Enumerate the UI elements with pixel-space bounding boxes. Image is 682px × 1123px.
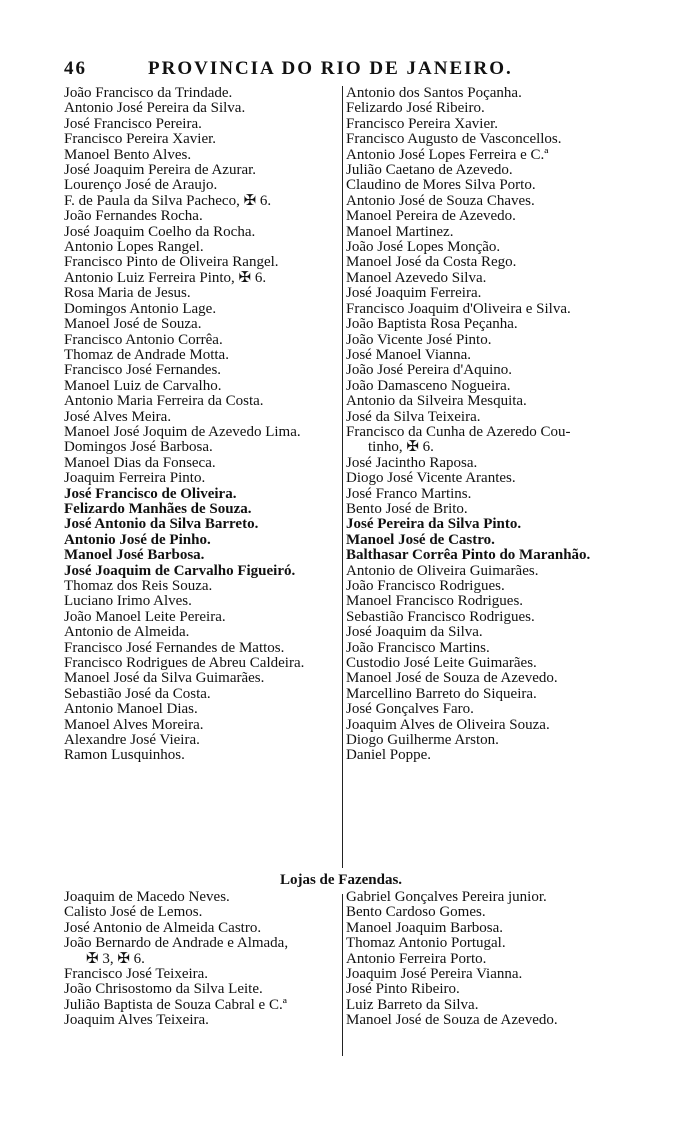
list-item: Julião Baptista de Souza Cabral e C.ª [64, 996, 287, 1013]
list-item: Antonio Manoel Dias. [64, 701, 198, 718]
list-item: Francisco Joaquim d'Oliveira e Silva. [346, 300, 571, 317]
list-item: Joaquim Alves de Oliveira Souza. [346, 716, 550, 733]
left-column-list [64, 86, 342, 764]
list-item: Joaquim Ferreira Pinto. [64, 470, 206, 487]
list-item: Domingos Antonio Lage. [64, 300, 217, 317]
list-item: Antonio dos Santos Poçanha. [346, 85, 522, 101]
list-item: Antonio José de Pinho. [64, 531, 211, 548]
list-item: Francisco José Fernandes. [64, 362, 222, 379]
list-item: Daniel Poppe. [346, 747, 431, 764]
list-item: Manoel José Joquim de Azevedo Lima. [64, 423, 301, 440]
list-item: Francisco Rodrigues de Abreu Caldeira. [64, 655, 305, 672]
list-item: João Chrisostomo da Silva Leite. [64, 981, 263, 998]
list-item: Thomaz Antonio Portugal. [346, 935, 506, 952]
list-item: Manoel José da Silva Guimarães. [64, 670, 265, 687]
list-item: Manoel José de Souza de Azevedo. [346, 670, 558, 687]
list-item: Francisco Pereira Xavier. [346, 115, 499, 132]
list-item: Manoel Martinez. [346, 223, 454, 240]
list-item: Antonio Lopes Rangel. [64, 239, 204, 256]
list-item: Domingos José Barbosa. [64, 439, 213, 456]
list-item: Lourenço José de Araujo. [64, 177, 218, 194]
list-item: Diogo Guilherme Arston. [346, 732, 499, 749]
list-item: José Franco Martins. [346, 485, 472, 502]
list-item: Francisco Pinto de Oliveira Rangel. [64, 254, 279, 271]
page-header [64, 58, 624, 84]
column-divider-lojas [342, 894, 343, 1056]
list-item: Antonio José Lopes Ferreira e C.ª [346, 146, 549, 163]
list-item: Balthasar Corrêa Pinto do Maranhão. [346, 547, 591, 564]
list-item: José Gonçalves Faro. [346, 701, 474, 718]
list-item: Francisco Pereira Xavier. [64, 131, 217, 148]
list-item: Sebastião José da Costa. [64, 685, 211, 702]
list-item: Gabriel Gonçalves Pereira junior. [346, 889, 547, 905]
list-item: Manoel José da Costa Rego. [346, 254, 517, 271]
list-item: Claudino de Mores Silva Porto. [346, 177, 536, 194]
list-item: ✠ 3, ✠ 6. [86, 950, 145, 967]
list-item: Manoel José de Castro. [346, 531, 495, 548]
list-item: João Francisco da Trindade. [64, 85, 233, 101]
list-item: Luiz Barreto da Silva. [346, 996, 479, 1013]
list-item: João José Lopes Monção. [346, 239, 501, 256]
page-title: PROVINCIA DO RIO DE JANEIRO. [148, 58, 513, 79]
list-item: Thomaz dos Reis Souza. [64, 578, 213, 594]
list-item: Manoel José de Souza de Azevedo. [346, 1012, 558, 1029]
list-item: José Francisco de Oliveira. [64, 485, 237, 502]
list-item: Manoel Alves Moreira. [64, 716, 204, 733]
list-item: Antonio José de Souza Chaves. [346, 192, 535, 209]
list-item: João Francisco Rodrigues. [346, 578, 505, 594]
list-item: Manoel Dias da Fonseca. [64, 454, 216, 471]
list-item: João Francisco Martins. [346, 639, 490, 656]
list-item: Thomaz de Andrade Motta. [64, 346, 229, 363]
list-item: Antonio de Oliveira Guimarães. [346, 562, 539, 579]
list-item: José Joaquim Coelho da Rocha. [64, 223, 256, 240]
list-item: Antonio da Silveira Mesquita. [346, 393, 527, 410]
list-item: José Pereira da Silva Pinto. [346, 516, 522, 533]
list-item: Ramon Lusquinhos. [64, 747, 185, 764]
list-item: José Joaquim da Silva. [346, 624, 483, 641]
list-item: Julião Caetano de Azevedo. [346, 162, 513, 179]
list-item: Antonio Ferreira Porto. [346, 950, 487, 967]
list-item: José Alves Meira. [64, 408, 172, 425]
list-item: Manoel Azevedo Silva. [346, 269, 487, 286]
list-item: Manoel Joaquim Barbosa. [346, 919, 504, 936]
list-item: Bento José de Brito. [346, 500, 468, 517]
list-item: Francisco José Fernandes de Mattos. [64, 639, 285, 656]
list-item: João José Pereira d'Aquino. [346, 362, 513, 379]
list-item: José Pinto Ribeiro. [346, 981, 460, 998]
section-heading-lojas-de-fazendas: Lojas de Fazendas. [279, 872, 403, 888]
list-item: Joaquim José Pereira Vianna. [346, 966, 523, 983]
list-item: Felizardo Manhães de Souza. [64, 500, 252, 517]
list-item: Calisto José de Lemos. [64, 904, 203, 921]
list-item: João Baptista Rosa Peçanha. [346, 316, 518, 333]
list-item: João Vicente José Pinto. [346, 331, 492, 348]
list-item: Felizardo José Ribeiro. [346, 100, 485, 117]
list-item: Rosa Maria de Jesus. [64, 285, 191, 302]
list-item: Sebastião Francisco Rodrigues. [346, 608, 535, 625]
list-item: João Damasceno Nogueira. [346, 377, 511, 394]
list-item: tinho, ✠ 6. [368, 439, 434, 456]
list-item: Manoel José Barbosa. [64, 547, 205, 564]
list-item: Joaquim Alves Teixeira. [64, 1012, 209, 1029]
list-item: Diogo José Vicente Arantes. [346, 470, 516, 487]
list-item: João Manoel Leite Pereira. [64, 608, 226, 625]
list-item: Bento Cardoso Gomes. [346, 904, 486, 921]
right-column-list [346, 86, 672, 764]
list-item: José da Silva Teixeira. [346, 408, 481, 425]
list-item: Manoel Francisco Rodrigues. [346, 593, 524, 610]
list-item: Antonio Maria Ferreira da Costa. [64, 393, 264, 410]
list-item: Francisco Augusto de Vasconcellos. [346, 131, 562, 148]
list-item: Antonio Luiz Ferreira Pinto, ✠ 6. [64, 269, 267, 286]
list-item: José Joaquim de Carvalho Figueiró. [64, 562, 296, 579]
lojas-left-column-list [64, 890, 342, 1029]
list-item: F. de Paula da Silva Pacheco, ✠ 6. [64, 192, 272, 209]
list-item: Joaquim de Macedo Neves. [64, 889, 230, 905]
list-item: João Bernardo de Andrade e Almada, [64, 935, 289, 952]
list-item: José Francisco Pereira. [64, 115, 202, 132]
list-item: Marcellino Barreto do Siqueira. [346, 685, 537, 702]
list-item: José Antonio da Silva Barreto. [64, 516, 259, 533]
list-item: Antonio José Pereira da Silva. [64, 100, 246, 117]
column-divider [342, 86, 343, 868]
list-item: Francisco da Cunha de Azeredo Cou- [346, 423, 571, 440]
list-item: José Joaquim Pereira de Azurar. [64, 162, 257, 179]
list-item: Antonio de Almeida. [64, 624, 190, 641]
list-item: Manoel José de Souza. [64, 316, 202, 333]
list-item: Manoel Bento Alves. [64, 146, 192, 163]
list-item: José Antonio de Almeida Castro. [64, 919, 262, 936]
list-item: Manoel Luiz de Carvalho. [64, 377, 222, 394]
list-item: Francisco José Teixeira. [64, 966, 209, 983]
list-item: José Manoel Vianna. [346, 346, 472, 363]
page-number: 46 [64, 58, 87, 79]
list-item: Alexandre José Vieira. [64, 732, 200, 749]
list-item: Manoel Pereira de Azevedo. [346, 208, 516, 225]
list-item: João Fernandes Rocha. [64, 208, 203, 225]
list-item: Luciano Irimo Alves. [64, 593, 192, 610]
list-item: Francisco Antonio Corrêa. [64, 331, 223, 348]
lojas-right-column-list [346, 890, 672, 1029]
list-item: Custodio José Leite Guimarães. [346, 655, 537, 672]
list-item: José Jacintho Raposa. [346, 454, 478, 471]
list-item: José Joaquim Ferreira. [346, 285, 482, 302]
